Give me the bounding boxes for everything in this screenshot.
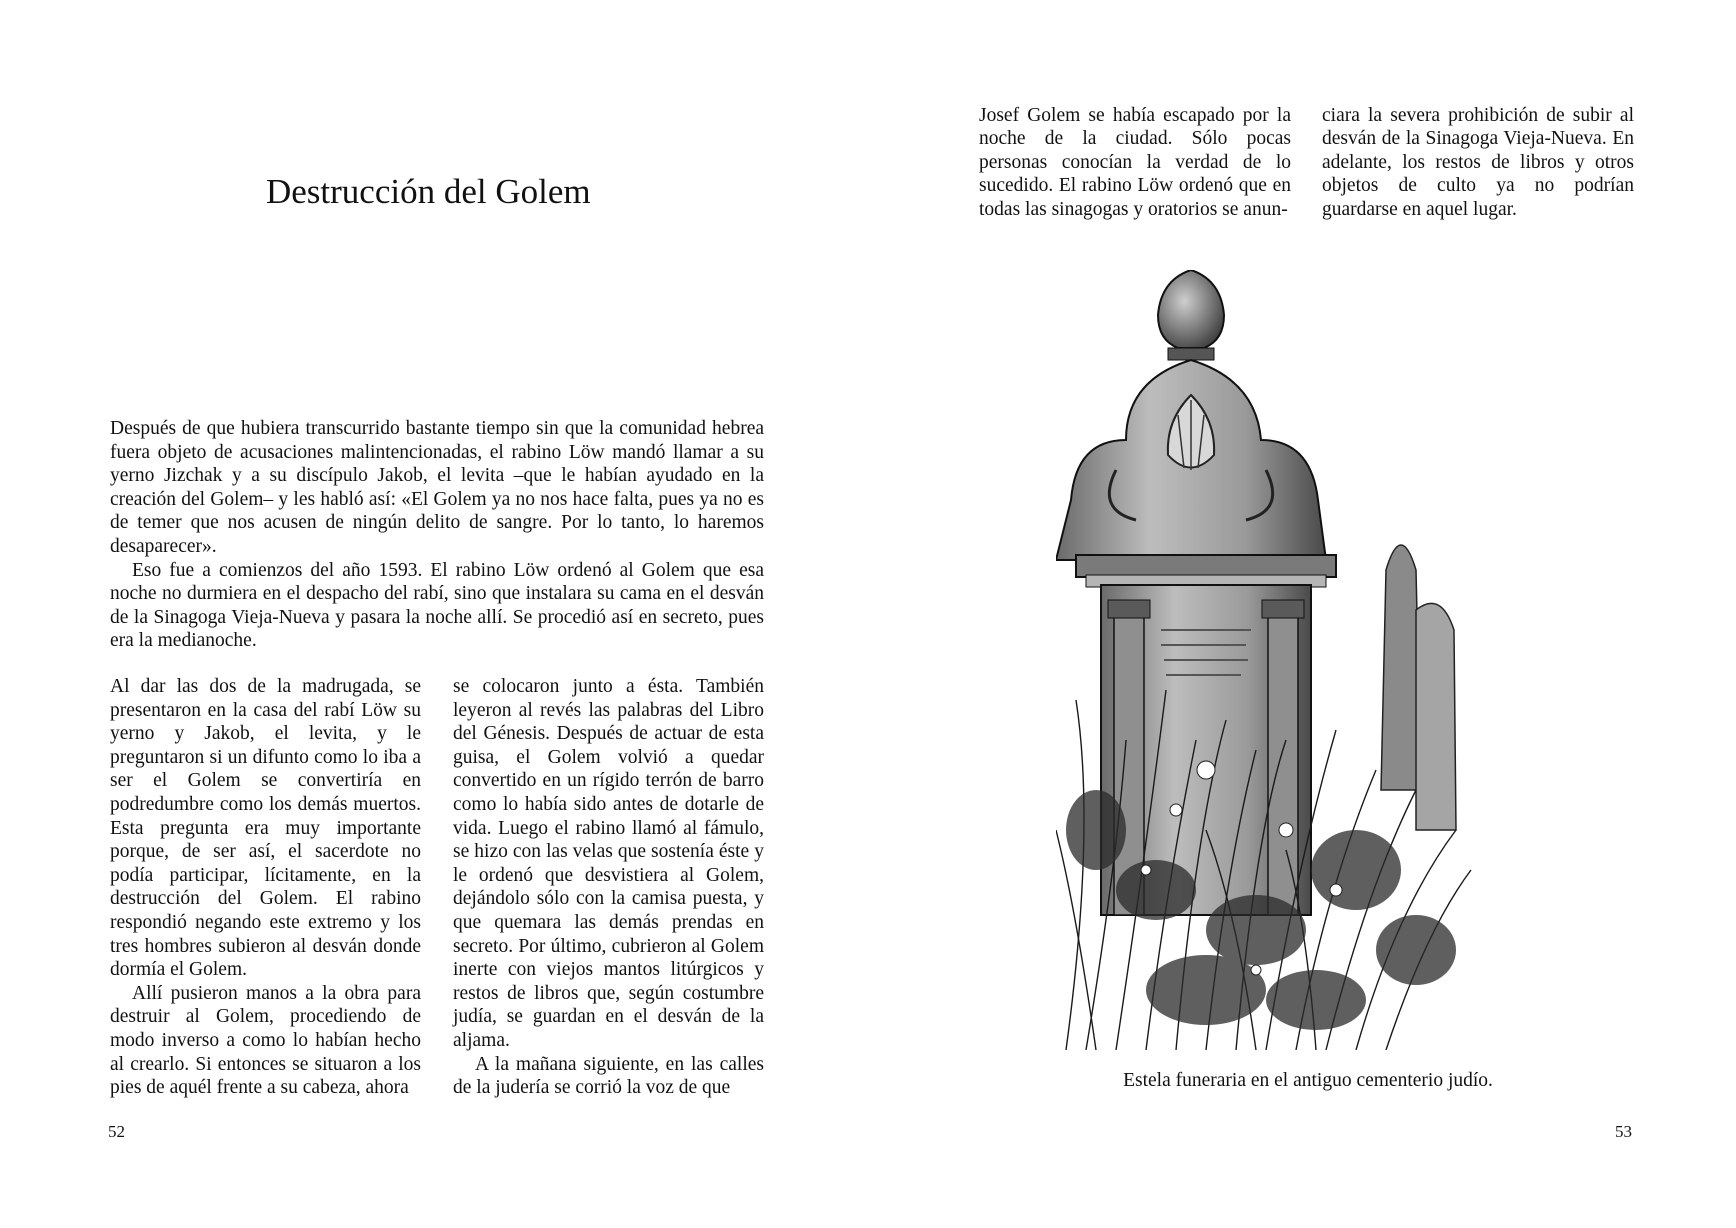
right-page (868, 0, 1736, 1228)
paragraph: Después de que hubiera transcurrido bastante tiempo sin que la comunidad hebrea fuera objeto de acusaciones malintencionadas, el rabino Löw mandó llamar a su yerno Jizchak y a su discípulo Jakob, el levita –que le habían ayudado en la creación del Golem– y les habló así: «El Golem ya no nos hace falta, pues ya no es de temer que nos acusen de ningún delito de sangre. Por lo tanto, lo haremos desaparecer». (110, 418, 764, 557)
intro-text (110, 417, 764, 653)
paragraph: ciara la severa prohibición de subir al desván de la Sinagoga Vieja-Nueva. En adelante, los restos de libros y otros objetos de culto ya no podrían guardarse en aquel lugar. (1322, 105, 1634, 220)
paragraph: Eso fue a comienzos del año 1593. El rabino Löw ordenó al Golem que esa noche no durmiera en el despacho del rabí, sino que instalara su cama en el desván de la Sinagoga Vieja-Nueva y pasara la noche allí. Se procedió así en secreto, pues era la medianoche. (110, 559, 764, 652)
page-number: 53 (1615, 1122, 1632, 1141)
text-column-left (110, 675, 421, 1100)
text-column-right (453, 675, 764, 1100)
paragraph: A la mañana siguiente, en las calles de la judería se corrió la voz de que (453, 1053, 764, 1099)
paragraph: se colocaron junto a ésta. También leyeron al revés las palabras del Libro del Génesis. Después de actuar de esta guisa, el Golem volvió a quedar convertido en un rígido terrón de barro como lo había sido antes de dotarle de vida. Luego el rabino llamó al fámulo, se hizo con las velas que sostenía éste y le ordenó que desvistiera al Golem, dejándolo sólo con la camisa puesta, y que quemara las demás prendas en secreto. Por último, cubrieron al Golem inerte con viejos mantos litúrgicos y restos de libros que, según costumbre judía, se guardan en el desván de la aljama. (453, 676, 764, 1051)
text-column-left (979, 104, 1291, 221)
chapter-title: Destrucción del Golem (266, 172, 591, 211)
illustration-caption: Estela funeraria en el antiguo cementerio judío. (1123, 1070, 1493, 1091)
paragraph: Allí pusieron manos a la obra para destruir al Golem, procediendo de modo inverso a como lo habían hecho al crearlo. Si entonces se situaron a los pies de aquél frente a su cabeza, ahora (110, 982, 421, 1099)
paragraph: Al dar las dos de la madrugada, se presentaron en la casa del rabí Löw su yerno y Jakob, el levita, y le preguntaron si un difunto como lo iba a ser el Golem se convertiría en podredumbre como los demás muertos. Esta pregunta era muy importante porque, de ser así, el sacerdote no podía participar, lícitamente, en la destrucción del Golem. El rabino respondió negando este extremo y los tres hombres subieron al desván donde dormía el Golem. (110, 676, 421, 981)
paragraph: Josef Golem se había escapado por la noche de la ciudad. Sólo pocas personas conocían la verdad de lo sucedido. El rabino Löw ordenó que en todas las sinagogas y oratorios se anun- (979, 105, 1291, 220)
tombstone-illustration (1056, 270, 1476, 1050)
text-column-right (1322, 104, 1634, 221)
page-number: 52 (108, 1122, 125, 1141)
